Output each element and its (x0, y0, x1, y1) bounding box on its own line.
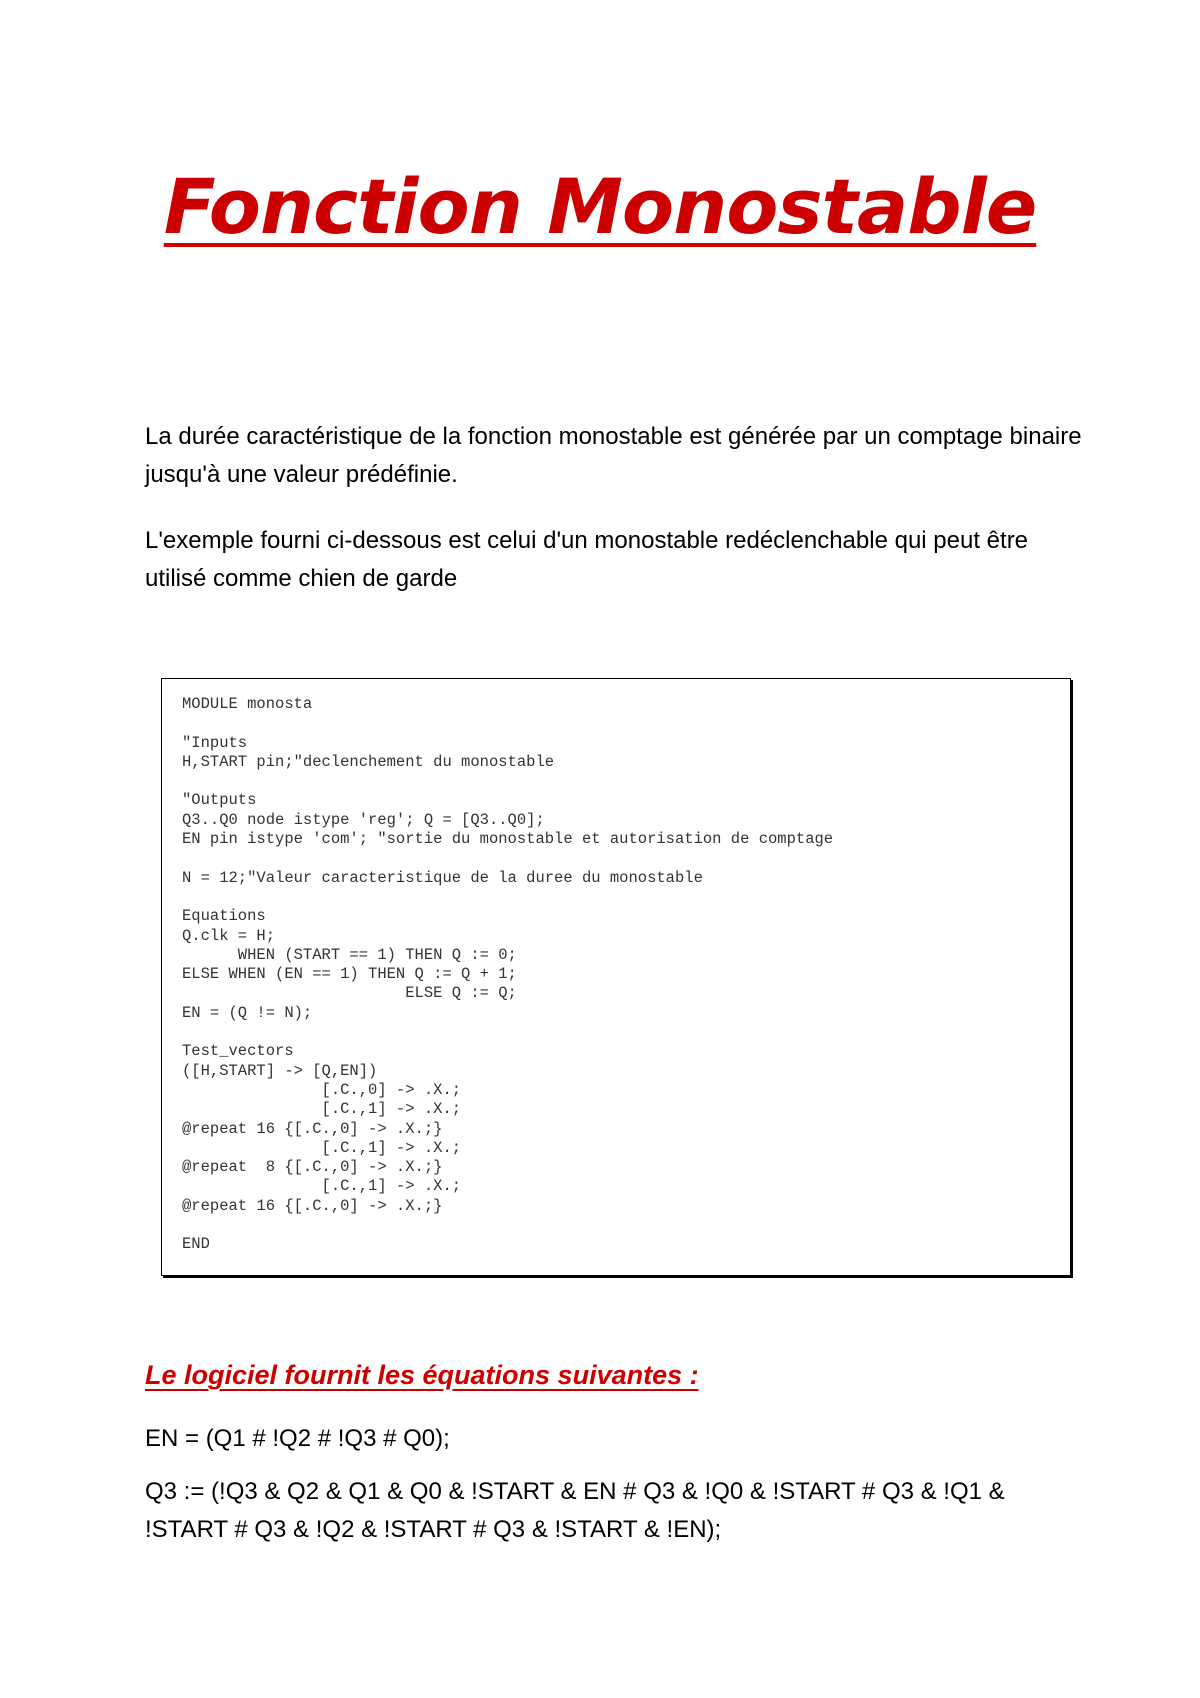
equation-q3: Q3 := (!Q3 & Q2 & Q1 & Q0 & !START & EN # Q3 & !Q0 & !START # Q3 & !Q1 & !START # Q3 & !Q2 & !START # Q3 & !START & !EN); (145, 1478, 1005, 1543)
intro-paragraph-1: La durée caractéristique de la fonction monostable est générée par un comptage binaire jusqu'à une valeur prédéfinie. (145, 423, 1082, 488)
abel-code-listing: MODULE monosta "Inputs H,START pin;"declenchement du monostable "Outputs Q3..Q0 node istype 'reg'; Q = [Q3..Q0]; EN pin istype 'com'; "sortie du monostable et autorisation de comptage N = 12;"Valeur caracteristique de la duree du monostable Equations Q.clk = H; WHEN (START == 1) THEN Q := 0; ELSE WHEN (EN == 1) THEN Q := Q + 1; ELSE Q := Q; EN = (Q != N); Test_vectors ([H,START] -> [Q,EN]) [.C.,0] -> .X.; [.C.,1] -> .X.; @repeat 16 {[.C.,0] -> .X.;} [.C.,1] -> .X.; @repeat 8 {[.C.,0] -> .X.;} [.C.,1] -> .X.; @repeat 16 {[.C.,0] -> .X.;} END (182, 695, 834, 1254)
code-listing-box (161, 678, 1071, 1276)
intro-paragraph-2: L'exemple fourni ci-dessous est celui d'un monostable redéclenchable qui peut être utilisé comme chien de garde (145, 527, 1029, 592)
equation-en: EN = (Q1 # !Q2 # !Q3 # Q0); (145, 1425, 450, 1452)
page-title: Fonction Monostable (163, 162, 1037, 251)
equations-heading: Le logiciel fournit les équations suivantes : (145, 1360, 699, 1390)
